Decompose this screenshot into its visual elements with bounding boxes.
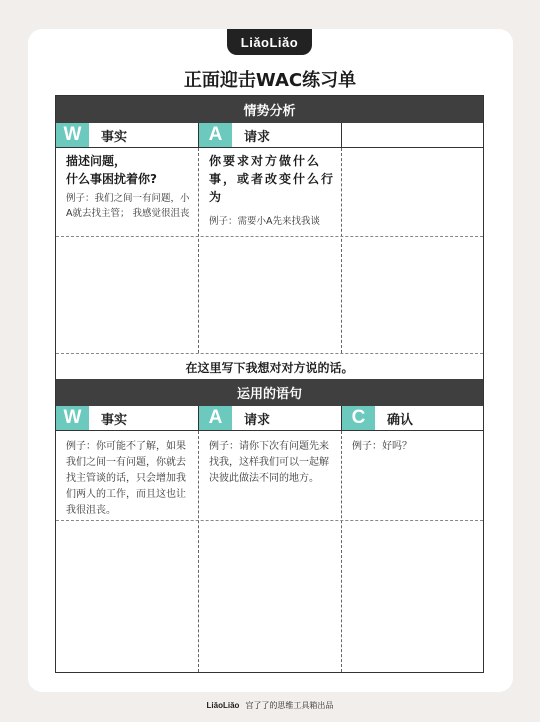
s2-col-c-header	[342, 406, 483, 431]
s1-col-a-label: 请求	[244, 129, 271, 145]
page-title: 正面迎击WAC练习单	[183, 70, 357, 91]
s2-col-c-label: 确认	[387, 412, 414, 428]
s2-column-divider-1	[198, 431, 199, 672]
s1-a-example: 例子：需要小A先来找我谈	[209, 216, 320, 227]
s1-col-w-header	[56, 123, 198, 148]
s2-col-w-header	[56, 406, 198, 431]
s1-col-a-header	[199, 123, 341, 148]
letter-w-badge: W	[56, 406, 89, 430]
s2-w-example: 例子：你可能不了解，如果我们之间一有问题，你就去找主管谈的话，只会增加我们两人的工作，而且这也让我很沮丧。	[66, 441, 186, 516]
s1-header-divider-2	[341, 123, 342, 148]
letter-w-badge: W	[56, 123, 89, 147]
s2-row-divider	[56, 520, 483, 521]
s1-col-w-label: 事实	[101, 129, 128, 145]
section-situation-header	[56, 96, 483, 123]
footer	[0, 700, 540, 711]
letter-c-badge: C	[342, 406, 375, 430]
s1-header-divider-1	[198, 123, 199, 148]
s2-a-example: 例子：请你下次有问题先来找我，这样我们可以一起解决彼此做法不同的地方。	[209, 441, 329, 484]
letter-a-badge: A	[199, 406, 232, 430]
write-here-prompt: 在这里写下我想对对方说的话。	[185, 361, 354, 375]
s1-w-example: 例子：我们之间一有问题，小A就去找主管； 我感觉很沮丧	[66, 193, 190, 219]
section-phrasing-title: 运用的语句	[236, 387, 302, 402]
s2-header-divider-2	[341, 406, 342, 431]
s1-row-divider	[56, 236, 483, 237]
s2-col-a-label: 请求	[244, 412, 271, 428]
s1-column-divider-1	[198, 148, 199, 353]
s2-col-w-label: 事实	[101, 412, 128, 428]
brand-logo: LiǎoLiǎo	[227, 29, 312, 55]
section-situation-title: 情势分析	[243, 104, 296, 119]
s1-column-divider-2	[341, 148, 342, 353]
section-phrasing-header	[56, 379, 483, 406]
s2-column-divider-2	[341, 431, 342, 672]
s1-w-question: 描述问题， 什么事困扰着你?	[66, 154, 157, 186]
letter-a-badge: A	[199, 123, 232, 147]
s1-a-question: 你要求对方做什么事，或者改变什么行为	[209, 154, 336, 204]
s1-col-empty-header	[342, 123, 483, 148]
s2-c-example: 例子：好吗？	[352, 441, 412, 452]
footer-credit: 宫了了的思维工具箱出品	[245, 701, 334, 710]
s1-bottom-divider	[56, 353, 483, 354]
worksheet-table	[55, 95, 484, 673]
s2-header-divider-1	[198, 406, 199, 431]
footer-logo: LiǎoLiǎo	[206, 701, 240, 710]
s2-col-a-header	[199, 406, 341, 431]
